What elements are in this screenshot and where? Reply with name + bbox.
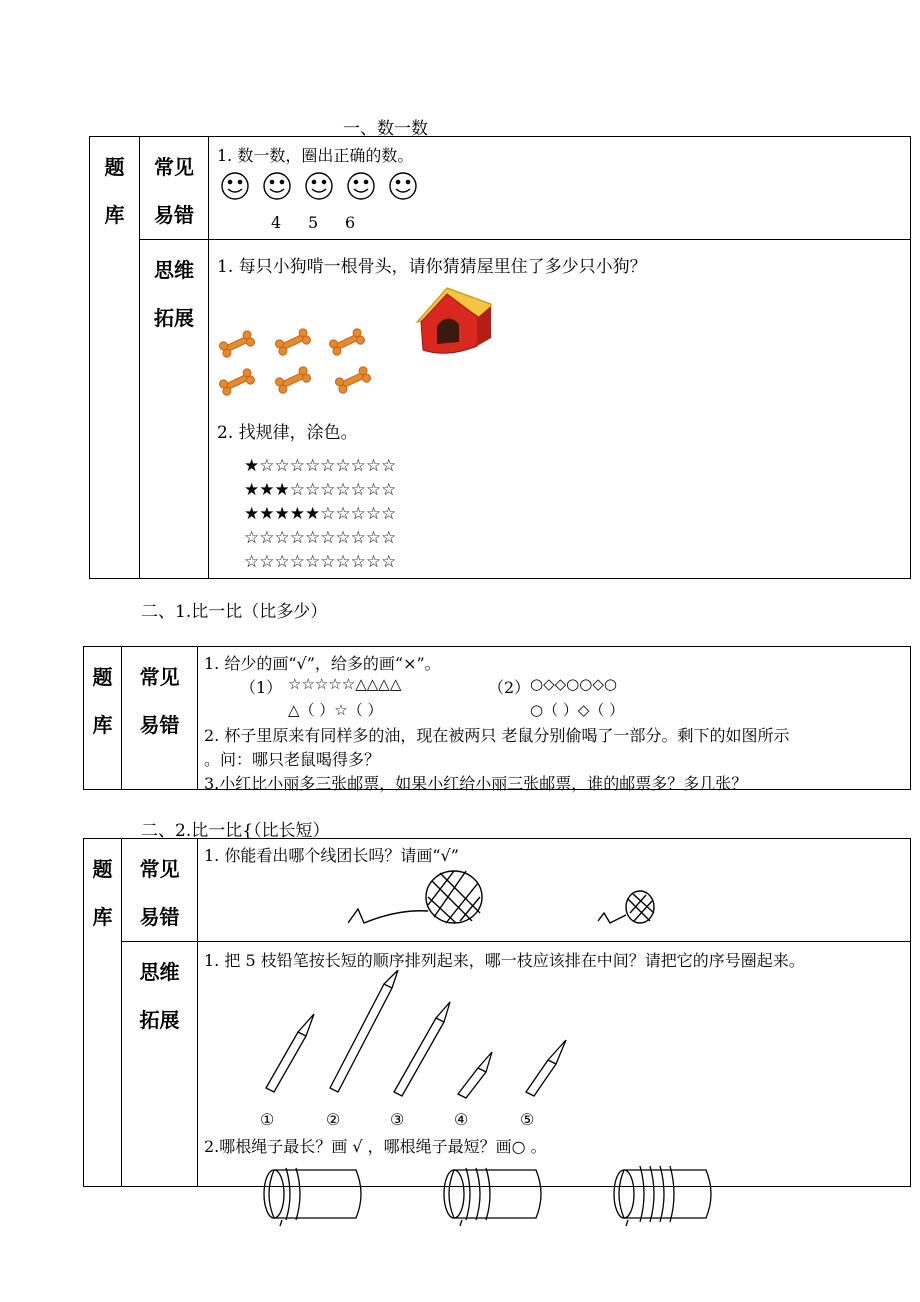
smiley-icon	[222, 173, 248, 199]
section2-q1-text: 1. 给少的画“√”，给多的画“×”。	[204, 654, 441, 673]
group2-shapes: ○◇◇○○◇○	[530, 675, 617, 693]
smiley-faces	[219, 171, 429, 201]
bones-group	[215, 322, 375, 402]
star-row[interactable]: ★☆☆☆☆☆☆☆☆☆	[244, 456, 397, 476]
section3-bank-cell	[84, 839, 122, 1187]
section3-row2-label: 思维 拓展	[139, 960, 180, 1032]
pencil-label-2[interactable]: ②	[326, 1110, 341, 1129]
pencil-label-4[interactable]: ④	[454, 1110, 469, 1129]
section1-q1-cell	[209, 137, 911, 240]
section1-table	[89, 136, 911, 579]
section3-q1-cell	[198, 839, 911, 942]
pencil-label-5[interactable]: ⑤	[520, 1110, 535, 1129]
option-6[interactable]: 6	[345, 213, 356, 232]
section1-bank-label: 题 库	[104, 155, 125, 227]
short-yarn-ball-icon	[598, 891, 654, 923]
rope-cylinder-1-icon	[264, 1168, 361, 1226]
long-yarn-ball-icon	[348, 871, 482, 923]
yarn-balls	[348, 861, 678, 931]
smiley-icon	[348, 173, 374, 199]
section1-q2-text: 1. 每只小狗啃一根骨头，请你猜猜屋里住了多少只小狗？	[217, 257, 647, 277]
section2-bank-cell	[84, 647, 122, 790]
rope-cylinder-2-icon	[444, 1168, 541, 1226]
pencils	[258, 970, 578, 1102]
pencil-icon	[266, 1014, 314, 1092]
bone-icon	[274, 366, 312, 395]
section2-title: 二、1.比一比（比多少）	[141, 602, 328, 622]
group2-label: （2）	[488, 678, 531, 697]
rope-cylinders	[260, 1160, 730, 1230]
star-row[interactable]: ☆☆☆☆☆☆☆☆☆☆	[244, 552, 397, 572]
section2-row1-label-cell	[122, 647, 198, 790]
pencil-icon	[526, 1040, 566, 1096]
section3-q3-text: 2.哪根绳子最长？画 √ ，哪根绳子最短？画○ 。	[204, 1137, 547, 1156]
bone-icon	[218, 368, 256, 397]
section2-row1-label: 常见 易错	[139, 665, 180, 737]
star-row[interactable]: ☆☆☆☆☆☆☆☆☆☆	[244, 528, 397, 548]
pencil-icon	[330, 970, 398, 1092]
section2-q2-line1: 2. 杯子里原来有同样多的油，现在被两只 老鼠分别偷喝了一部分。剩下的如图所示	[204, 726, 790, 745]
option-4[interactable]: 4	[271, 213, 282, 232]
section1-q2-cell	[209, 240, 911, 579]
bone-icon	[328, 328, 366, 357]
section1-row2-label-cell	[140, 240, 209, 579]
section1-row2-label: 思维 拓展	[154, 258, 194, 330]
bone-icon	[218, 330, 256, 359]
pencil-label-3[interactable]: ③	[390, 1110, 405, 1129]
group1-shapes: ☆☆☆☆☆△△△△	[288, 675, 402, 693]
rope-cylinder-3-icon	[614, 1166, 711, 1226]
bone-icon	[274, 328, 312, 357]
star-row[interactable]: ★★★★★☆☆☆☆☆	[244, 504, 397, 524]
pencil-label-1[interactable]: ①	[260, 1110, 275, 1129]
section3-title: 二、2.比一比{（比长短）	[141, 821, 330, 841]
smiley-icon	[264, 173, 290, 199]
section1-q3-text: 2. 找规律，涂色。	[217, 423, 358, 443]
section2-q2-line2: 。问：哪只老鼠喝得多？	[204, 750, 381, 769]
section1-row1-label: 常见 易错	[154, 155, 194, 227]
section1-bank-cell	[90, 137, 140, 579]
section2-table	[83, 646, 911, 793]
pencil-icon	[458, 1052, 492, 1098]
group2-answers[interactable]: ○（ ）◇（ ）	[530, 701, 625, 719]
section2-bank-label: 题 库	[92, 665, 113, 737]
star-row[interactable]: ★★★☆☆☆☆☆☆☆	[244, 480, 397, 500]
section3-table	[83, 838, 911, 1187]
group1-label: （1）	[240, 678, 283, 697]
dog-house-icon	[407, 282, 497, 360]
group1-answers[interactable]: △（ ）☆（ ）	[288, 701, 383, 719]
option-5[interactable]: 5	[308, 213, 319, 232]
section3-row1-label: 常见 易错	[139, 857, 180, 929]
section3-bank-label: 题 库	[92, 857, 113, 929]
pencil-icon	[394, 1002, 450, 1096]
section3-row1-label-cell	[122, 839, 198, 942]
smiley-icon	[390, 173, 416, 199]
section3-q2-cell	[198, 942, 911, 1187]
section2-q-cell	[198, 647, 911, 793]
bone-icon	[334, 366, 372, 395]
section3-row2-label-cell	[122, 942, 198, 1187]
section3-q2-text: 1. 把 5 枝铅笔按长短的顺序排列起来，哪一枝应该排在中间？请把它的序号圈起来。	[204, 951, 805, 970]
section2-q3-text: 3.小红比小丽多三张邮票，如果小红给小丽三张邮票，谁的邮票多？多几张？	[204, 774, 748, 793]
smiley-icon	[306, 173, 332, 199]
section1-title: 一、数一数	[343, 119, 428, 139]
section1-q1-text: 1. 数一数，圈出正确的数。	[217, 146, 414, 165]
section3-q1-text: 1. 你能看出哪个线团长吗？请画“√”	[204, 846, 459, 865]
section1-row1-label-cell	[140, 137, 209, 240]
